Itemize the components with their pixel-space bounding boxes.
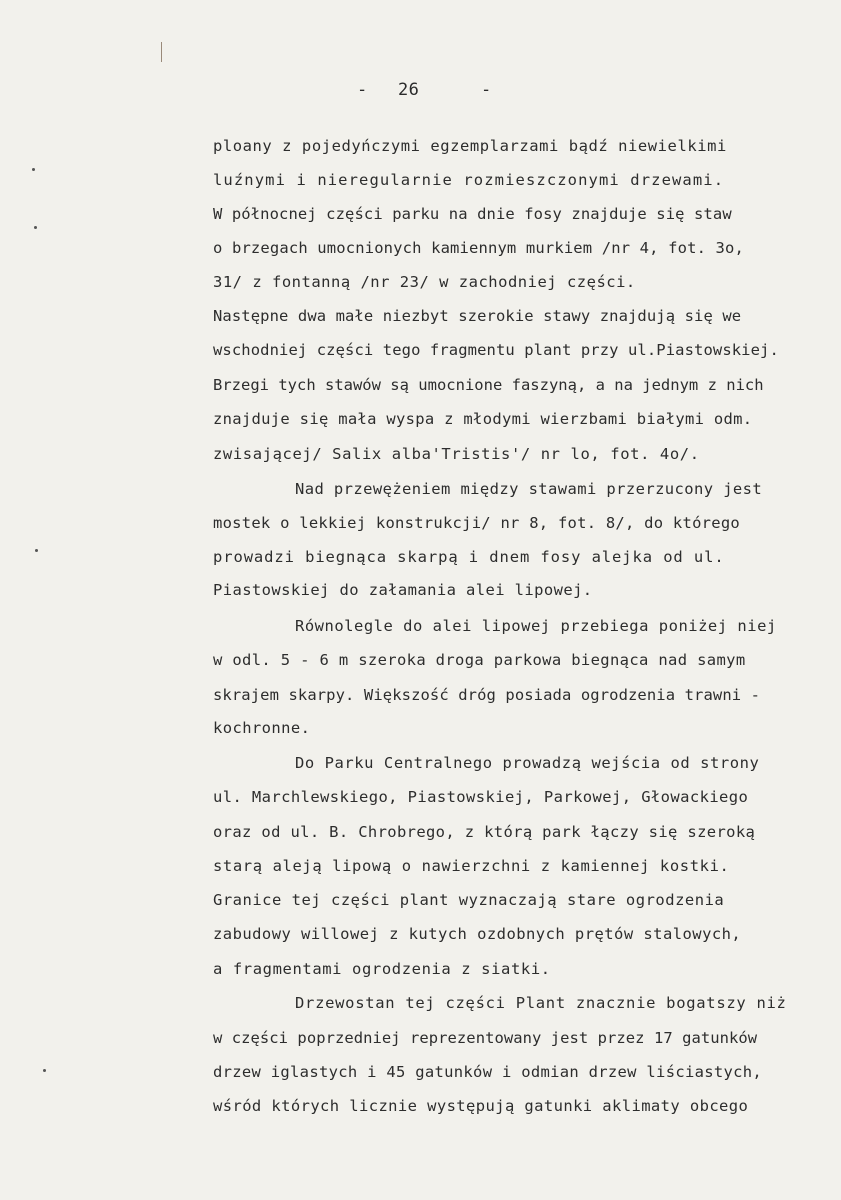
text-line: wśród których licznie występują gatunki aklimaty obcego [213,1097,749,1115]
text-line: o brzegach umocnionych kamiennym murkiem /nr 4, fot. 3o, [213,239,744,257]
paper-edge-mark [161,42,162,62]
text-line: a fragmentami ogrodzenia z siatki. [213,960,551,978]
text-line: W północnej części parku na dnie fosy znajduje się staw [213,205,732,223]
text-line: 31/ z fontanną /nr 23/ w zachodniej części. [213,273,636,291]
text-line: Piastowskiej do załamania alei lipowej. [213,581,593,599]
text-line: ploany z pojedyńczymi egzemplarzami bądź niewielkimi [213,137,727,155]
text-line: w części poprzedniej reprezentowany jest przez 17 gatunków [213,1029,758,1047]
text-line: Następne dwa małe niezbyt szerokie stawy znajdują się we [213,307,742,325]
text-line: skrajem skarpy. Większość dróg posiada ogrodzenia trawni - [213,686,761,704]
text-line: oraz od ul. B. Chrobrego, z którą park łączy się szeroką [213,823,756,841]
text-line: starą aleją lipową o nawierzchni z kamiennej kostki. [213,857,730,875]
text-line: Granice tej części plant wyznaczają stare ogrodzenia [213,891,725,909]
text-line: prowadzi biegnąca skarpą i dnem fosy alejka od ul. [213,548,725,566]
text-line: znajduje się mała wyspa z młodymi wierzbami białymi odm. [213,410,753,428]
text-line: Brzegi tych stawów są umocnione faszyną, a na jednym z nich [213,376,764,394]
page-number-dash-left: - [357,80,368,100]
margin-speck [34,226,37,229]
margin-speck [43,1069,46,1072]
margin-speck [32,168,35,171]
text-line: kochronne. [213,719,311,737]
page-header [0,80,841,110]
text-line: wschodniej części tego fragmentu plant przy ul.Piastowskiej. [213,341,779,359]
text-line: Do Parku Centralnego prowadzą wejścia od strony [295,754,760,772]
text-line: zabudowy willowej z kutych ozdobnych prętów stalowych, [213,925,742,943]
page-number: 26 [398,80,420,100]
text-line: mostek o lekkiej konstrukcji/ nr 8, fot. 8/, do którego [213,514,740,532]
text-line: Równolegle do alei lipowej przebiega poniżej niej [295,617,777,635]
text-line: drzew iglastych i 45 gatunków i odmian drzew liściastych, [213,1063,763,1081]
text-line: w odl. 5 - 6 m szeroka droga parkowa biegnąca nad samym [213,651,746,669]
margin-speck [35,549,38,552]
text-line: ul. Marchlewskiego, Piastowskiej, Parkowej, Głowackiego [213,788,749,806]
text-line: Nad przewężeniem między stawami przerzucony jest [295,480,763,498]
text-line: zwisającej/ Salix alba'Tristis'/ nr lo, fot. 4o/. [213,445,700,463]
page-number-dash-right: - [481,80,492,100]
text-line: luźnymi i nieregularnie rozmieszczonymi drzewami. [213,171,725,189]
text-line: Drzewostan tej części Plant znacznie bogatszy niż [295,994,787,1012]
